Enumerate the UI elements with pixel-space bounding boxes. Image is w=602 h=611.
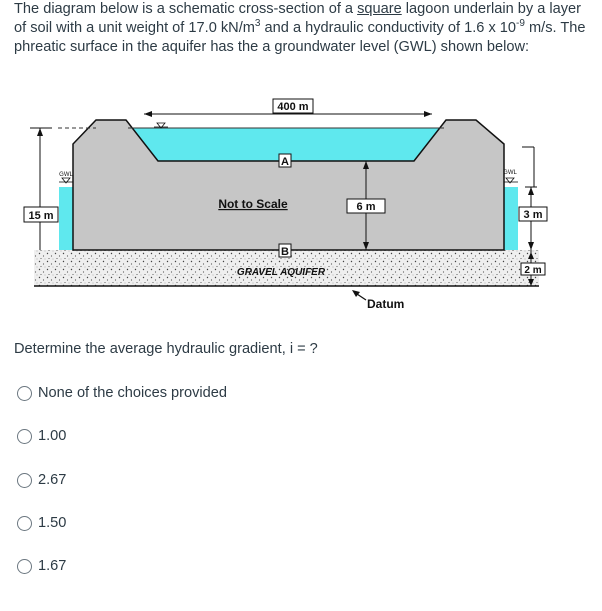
right-gwl-label: GWL (503, 170, 517, 176)
choice-none[interactable] (17, 385, 227, 401)
superscript-neg9: -9 (516, 18, 525, 30)
left-height-label: 15 m (28, 210, 54, 222)
left-groundwater (59, 187, 73, 250)
datum-arrowhead (352, 290, 360, 297)
choice-label: None of the choices provided (38, 385, 228, 401)
radio-button[interactable] (17, 386, 32, 401)
question-prompt: Determine the average hydraulic gradient, i = ? (14, 341, 318, 357)
point-a-label: A (281, 156, 289, 168)
gravel-aquifer-label: GRAVEL AQUIFER (236, 267, 326, 278)
datum-label: Datum (367, 297, 405, 311)
point-b-label: B (281, 246, 289, 258)
right-groundwater (504, 187, 518, 250)
aquifer-thickness-label: 2 m (524, 265, 542, 276)
choice-1-00[interactable] (17, 428, 66, 444)
lagoon-cross-section-diagram (22, 92, 552, 322)
radio-button[interactable] (17, 429, 32, 444)
choice-1-67[interactable] (17, 558, 66, 574)
width-arrow-left (144, 111, 152, 117)
right-3m-arrow-bottom (528, 242, 534, 250)
question-part-3: and a hydraulic conductivity of 1.6 x 10 (260, 20, 517, 36)
choice-label: 2.67 (38, 472, 67, 488)
question-part-4: m/s. The phreatic surface in the aquifer has the a groundwater level (GWL) shown below: (14, 20, 586, 55)
radio-button[interactable] (17, 473, 32, 488)
choice-label: 1.50 (38, 515, 67, 531)
choice-label: 1.67 (38, 558, 67, 574)
question-part-2: lagoon underlain by a layer of soil with a unit weight of 17.0 kN/m (14, 1, 582, 36)
choice-1-50[interactable] (17, 515, 66, 531)
question-part-1: The diagram below is a schematic cross-section of a (14, 1, 358, 17)
superscript-3: 3 (254, 18, 261, 30)
radio-button[interactable] (17, 516, 32, 531)
width-label: 400 m (277, 101, 309, 113)
right-3m-arrow-top (528, 187, 534, 195)
choice-2-67[interactable] (17, 472, 66, 488)
depth-label: 6 m (356, 201, 376, 213)
radio-button[interactable] (17, 559, 32, 574)
question-text (14, 0, 589, 57)
not-to-scale-note: Not to Scale (218, 197, 288, 211)
left-gwl-label: GWL (59, 172, 73, 178)
left-dimension-arrow-top (37, 128, 43, 136)
choice-label: 1.00 (38, 428, 67, 444)
right-height-label: 3 m (523, 209, 543, 221)
width-arrow-right (424, 111, 432, 117)
square-link-text: square (357, 1, 402, 17)
